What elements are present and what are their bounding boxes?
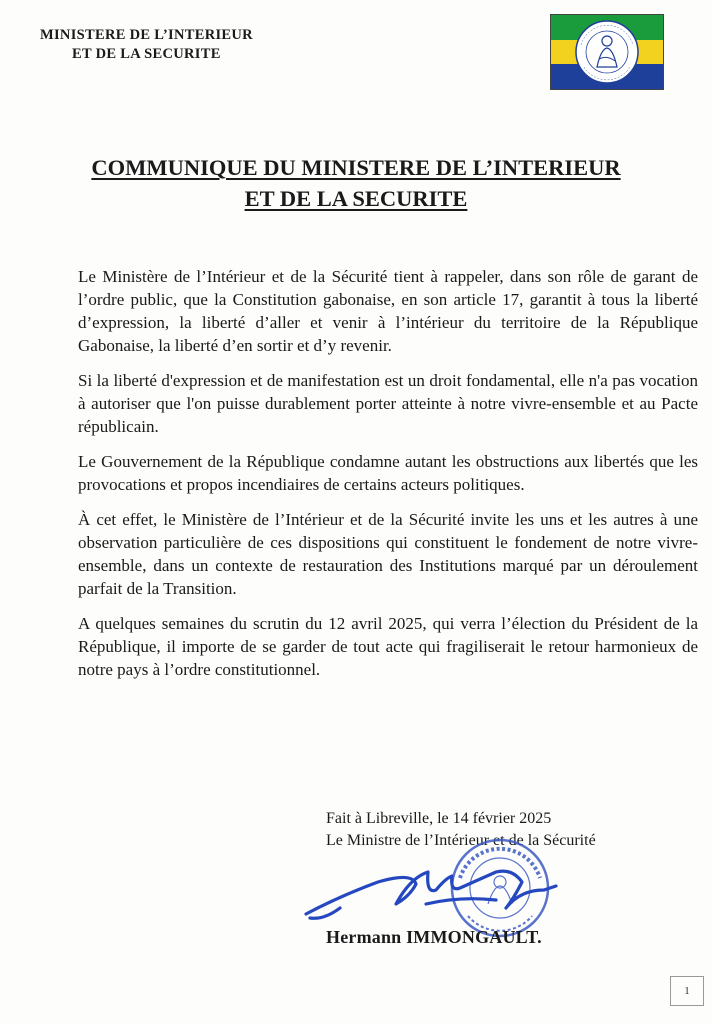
paragraph-5: A quelques semaines du scrutin du 12 avril 2025, qui verra l’élection du Président de la République, il importe de se garder de tout acte qui fragiliserait le retour harmonieux de notre pays à l’ordre constitutionnel. <box>78 614 698 679</box>
title-line-2: ET DE LA SECURITE <box>244 186 468 211</box>
place-date: Fait à Libreville, le 14 février 2025 <box>326 810 552 827</box>
signature-and-stamp <box>300 838 600 938</box>
signatory-role: Le Ministre de l’Intérieur et de la Sécurité <box>326 832 596 849</box>
paragraph-3: Le Gouvernement de la République condamne autant les obstructions aux libertés que les provocations et propos incendiaires de certains acteurs politiques. <box>78 452 698 494</box>
page-number: 1 <box>670 976 704 1006</box>
title-line-1: COMMUNIQUE DU MINISTERE DE L’INTERIEUR <box>91 155 621 180</box>
gabon-flag-emblem <box>550 14 664 90</box>
official-stamp <box>452 840 548 936</box>
communique-title <box>40 152 672 214</box>
signer-name: Hermann IMMONGAULT. <box>326 927 542 947</box>
paragraph-2: Si la liberté d'expression et de manifestation est un droit fondamental, elle n'a pas vocation à autoriser que l'on puisse durablement porter atteinte à notre vivre-ensemble et au Pacte républicain. <box>78 371 698 436</box>
communique-body <box>78 265 698 693</box>
ministry-line-2: ET DE LA SECURITE <box>72 46 221 62</box>
ministry-header <box>40 26 290 64</box>
paragraph-1: Le Ministère de l’Intérieur et de la Sécurité tient à rappeler, dans son rôle de garant de l’ordre public, que la Constitution gabonaise, en son article 17, garantit à tous la liberté d’expression, la liberté d’aller et venir à l’intérieur du territoire de la République Gabonaise, la liberté d’en sortir et d’y revenir. <box>78 267 698 355</box>
national-seal-icon <box>551 15 663 89</box>
ministry-line-1: MINISTERE DE L’INTERIEUR <box>40 27 253 43</box>
paragraph-4: À cet effet, le Ministère de l’Intérieur et de la Sécurité invite les uns et les autres à une observation particulière de ces dispositions qui constituent le fondement de notre vivre-ensemble, dans un contexte de restauration des Institutions marqué par un déroulement parfait de la Transition. <box>78 510 698 598</box>
